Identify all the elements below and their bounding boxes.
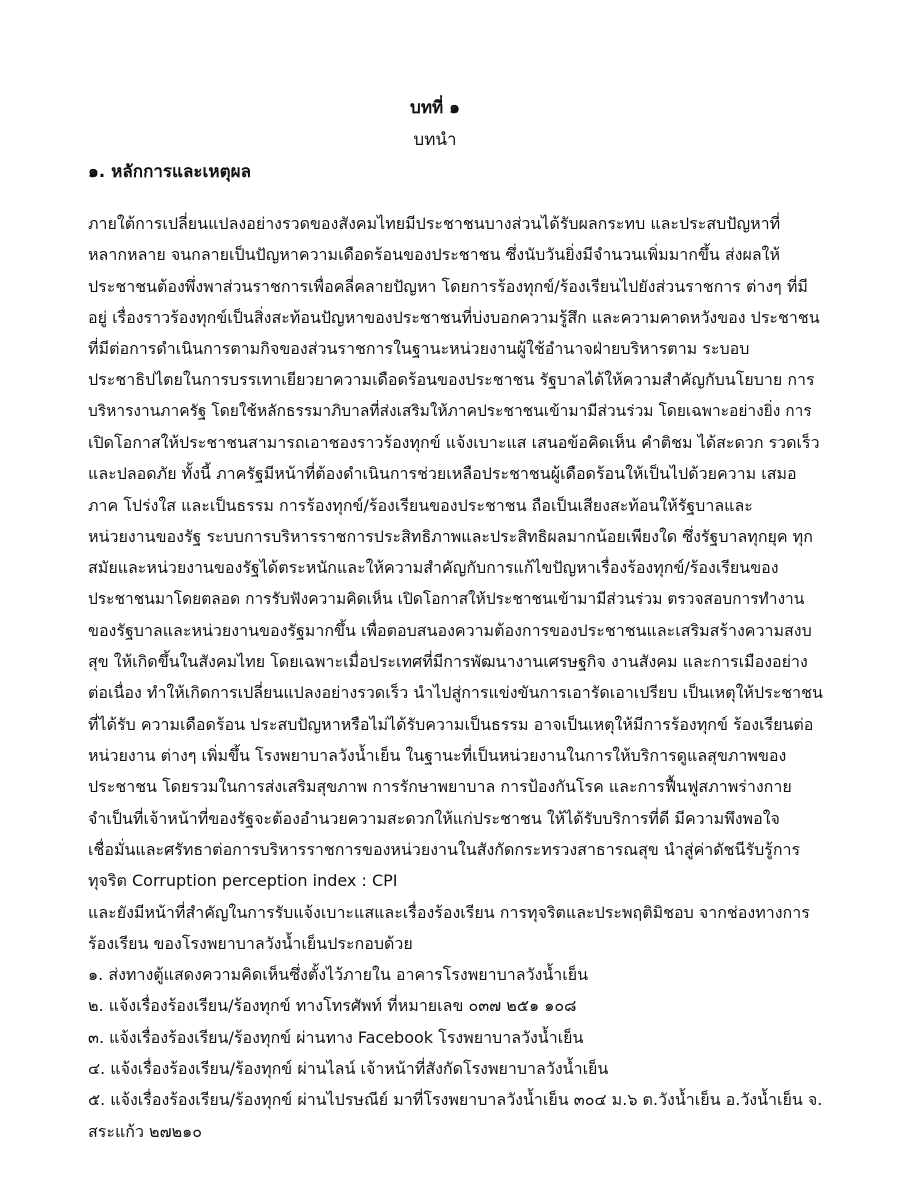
text-line: หลากหลาย จนกลายเป็นปัญหาความเดือดร้อนของประชาชน ซึ่งนับวันยิ่งมีจำนวนเพิ่มมากขึ้น ส่งผลให้ <box>88 245 781 265</box>
text-line: ต่อเนื่อง ทำให้เกิดการเปลี่ยนแปลงอย่างรวดเร็ว นำไปสู่การแข่งขันการเอารัดเอาเปรียบ เป็นเหตุให้ประชาชน <box>88 683 823 703</box>
body-text <box>88 208 826 1147</box>
text-line: สุข ให้เกิดขึ้นในสังคมไทย โดยเฉพาะเมื่อประเทศที่มีการพัฒนางานเศรษฐกิจ งานสังคม และการเมืองอย่าง <box>88 652 808 672</box>
text-line: ทุจริต Corruption perception index : CPI <box>88 871 398 891</box>
text-line: อยู่ เรื่องราวร้องทุกข์เป็นสิ่งสะท้อนปัญหาของประชาชนที่บ่งบอกความรู้สึก และความคาดหวังของ ประชาชน <box>88 307 820 327</box>
chapter-title: บทนำ <box>413 130 457 150</box>
text-line: หน่วยงาน ต่างๆ เพิ่มขึ้น โรงพยาบาลวังน้ำเย็น ในฐานะที่เป็นหน่วยงานในการให้บริการดูแลสุขภาพของ <box>88 746 787 766</box>
text-line: จำเป็นที่เจ้าหน้าที่ของรัฐจะต้องอำนวยความสะดวกให้แก่ประชาชน ให้ได้รับบริการที่ดี มีความพึงพอใจ <box>88 808 780 828</box>
text-line: ที่มีต่อการดำเนินการตามกิจของส่วนราชการในฐานะหน่วยงานผู้ใช้อำนาจฝ่ายบริหารตาม ระบอบ <box>88 339 750 359</box>
list-item: ๑. ส่งทางตู้แสดงความคิดเห็นซึ่งตั้งไว้ภายใน อาคารโรงพยาบาลวังน้ำเย็น <box>88 965 589 985</box>
text-line: ประชาชน โดยรวมในการส่งเสริมสุขภาพ การรักษาพยาบาล การป้องกันโรค และการฟื้นฟูสภาพร่างกาย <box>88 777 792 797</box>
list-item: ๒. แจ้งเรื่องร้องเรียน/ร้องทุกข์ ทางโทรศัพท์ ที่หมายเลข ๐๓๗ ๒๕๑ ๑๐๘ <box>88 996 577 1016</box>
list-item: ๓. แจ้งเรื่องร้องเรียน/ร้องทุกข์ ผ่านทาง Facebook โรงพยาบาลวังน้ำเย็น <box>88 1027 584 1047</box>
text-line: ภาค โปร่งใส และเป็นธรรม การร้องทุกข์/ร้องเรียนของประชาชน ถือเป็นเสียงสะท้อนให้รัฐบาลและ <box>88 495 753 515</box>
list-item: ๕. แจ้งเรื่องร้องเรียน/ร้องทุกข์ ผ่านไปรษณีย์ มาที่โรงพยาบาลวังน้ำเย็น ๓๐๔ ม.๖ ต.วังน้ำเย็น อ.วังน้ำเย็น จ. <box>88 1090 823 1110</box>
chapter-number: บทที่ ๑ <box>410 98 460 118</box>
list-item: ๔. แจ้งเรื่องร้องเรียน/ร้องทุกข์ ผ่านไลน์ เจ้าหน้าที่สังกัดโรงพยาบาลวังน้ำเย็น <box>88 1059 609 1079</box>
text-line: ที่ได้รับ ความเดือดร้อน ประสบปัญหาหรือไม่ได้รับความเป็นธรรม อาจเป็นเหตุให้มีการร้องทุกข์ ร้องเรียนต่อ <box>88 714 814 734</box>
text-line: เชื่อมั่นและศรัทธาต่อการบริหารราชการของหน่วยงานในสังกัดกระทรวงสาธารณสุข นำสู่ค่าดัชนีรับรู้การ <box>88 839 801 859</box>
text-line: ภายใต้การเปลี่ยนแปลงอย่างรวดของสังคมไทยมีประชาชนบางส่วนได้รับผลกระทบ และประสบปัญหาที่ <box>88 214 781 233</box>
text-line: ร้องเรียน ของโรงพยาบาลวังน้ำเย็นประกอบด้วย <box>88 933 413 953</box>
text-line: บริหารงานภาครัฐ โดยใช้หลักธรรมาภิบาลที่ส่งเสริมให้ภาคประชาชนเข้ามามีส่วนร่วม โดยเฉพาะอย่างยิ่ง การ <box>88 401 812 420</box>
text-line: ประชาธิปไตยในการบรรเทาเยียวยาความเดือดร้อนของประชาชน รัฐบาลได้ให้ความสำคัญกับนโยบาย การ <box>88 370 815 390</box>
text-line: เปิดโอกาสให้ประชาชนสามารถเอาชองราวร้องทุกข์ แจ้งเบาะแส เสนอข้อคิดเห็น คำติชม ได้สะดวก รวดเร็ว <box>88 433 820 453</box>
text-line: สมัยและหน่วยงานของรัฐได้ตระหนักและให้ความสำคัญกับการแก้ไขปัญหาเรื่องร้องทุกข์/ร้องเรียนของ <box>88 558 779 578</box>
text-line: ของรัฐบาลและหน่วยงานของรัฐมากขึ้น เพื่อตอบสนองความต้องการของประชาชนและเสริมสร้างความสงบ <box>88 620 812 640</box>
text-line: หน่วยงานของรัฐ ระบบการบริหารราชการประสิทธิภาพและประสิทธิผลมากน้อยเพียงใด ซึ่งรัฐบาลทุกยุค ทุก <box>88 526 813 546</box>
text-line: ประชาชนมาโดยตลอด การรับฟังความคิดเห็น เปิดโอกาสให้ประชาชนเข้ามามีส่วนร่วม ตรวจสอบการทำงาน <box>88 589 805 608</box>
text-line: สระแก้ว ๒๗๒๑๐ <box>88 1121 203 1141</box>
text-line: และปลอดภัย ทั้งนี้ ภาครัฐมีหน้าที่ต้องดำเนินการช่วยเหลือประชาชนผู้เดือดร้อนให้เป็นไปด้วยความ เสมอ <box>88 464 797 484</box>
section-heading: ๑. หลักการและเหตุผล <box>88 162 251 182</box>
text-line: และยังมีหน้าที่สำคัญในการรับแจ้งเบาะแสและเรื่องร้องเรียน การทุจริตและประพฤติมิชอบ จากช่องทางการ <box>88 902 810 922</box>
text-line: ประชาชนต้องพึ่งพาส่วนราชการเพื่อคลี่คลายปัญหา โดยการร้องทุกข์/ร้องเรียนไปยังส่วนราชการ ต่างๆ ที่มี <box>88 276 808 296</box>
